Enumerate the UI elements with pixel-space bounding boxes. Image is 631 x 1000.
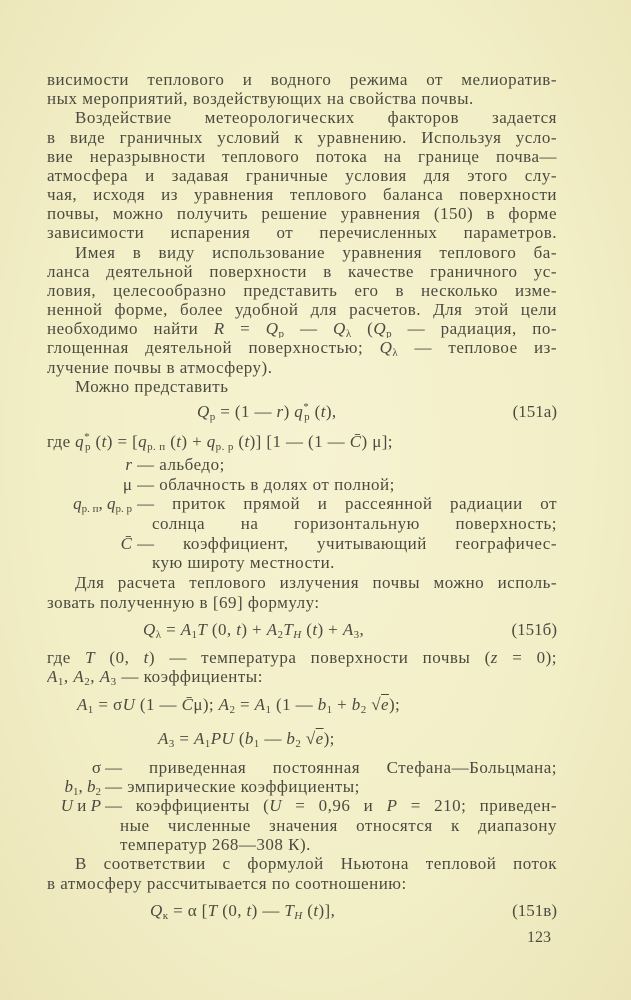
- text-line: ненной форме, более удобной для расчетов. Для этой цели: [47, 300, 557, 319]
- equation-151c: [150, 899, 335, 923]
- math-symbol: PU: [210, 729, 235, 748]
- math-subscript: р: [304, 411, 311, 423]
- equation-a3: [158, 727, 335, 751]
- text-line: висимости теплового и водного режима от мелиоратив-: [47, 70, 557, 89]
- text-run: =: [161, 620, 181, 639]
- math-symbol: b: [87, 777, 96, 796]
- math-symbol: A: [180, 620, 192, 639]
- math-subscript: H: [293, 629, 302, 641]
- text-run: = (1 —: [215, 402, 277, 421]
- text-run: √: [366, 695, 381, 714]
- math-subscript: 2: [360, 704, 367, 716]
- math-symbol: Q: [143, 620, 156, 639]
- math-symbol: A: [158, 729, 169, 748]
- text-run: ) +: [241, 620, 267, 639]
- math-symbol: Q: [197, 402, 210, 421]
- math-subscript: 2: [277, 629, 284, 641]
- text-run: ) μ];: [361, 432, 393, 451]
- math-subscript: р: [84, 441, 91, 453]
- text-line: почвы, можно получить решение уравнения (150) в форме: [47, 204, 557, 223]
- text-run: =: [235, 695, 255, 714]
- text-run: ,: [90, 667, 100, 686]
- math-subscript: 1: [87, 704, 94, 716]
- definition-term: [65, 777, 102, 796]
- math-subscript: 1: [326, 704, 333, 716]
- math-symbol: A: [266, 620, 278, 639]
- text-run: = 210; приведен-: [397, 796, 557, 815]
- text-line-math: [47, 648, 557, 667]
- text-line-math: [47, 319, 557, 338]
- text-run: = σ: [93, 695, 123, 714]
- text-run: ) = [: [106, 432, 139, 451]
- math-symbol: T: [207, 901, 218, 920]
- math-symbol: U: [60, 796, 73, 815]
- math-symbol: z: [490, 648, 498, 667]
- math-symbol: Q: [373, 319, 387, 338]
- math-subscript: р: [386, 328, 393, 338]
- math-subscript: 1: [73, 786, 79, 798]
- math-subscript: р: [278, 328, 285, 338]
- math-symbol: t: [101, 432, 107, 451]
- text-run: где: [47, 432, 76, 451]
- text-run: (: [234, 729, 245, 748]
- math-subscript: λ: [155, 629, 162, 641]
- text-run: );: [323, 729, 335, 748]
- math-symbol: Q: [333, 319, 346, 338]
- math-subscript: р. п: [147, 441, 166, 453]
- math-symbol: t: [244, 432, 250, 451]
- math-symbol: Q: [265, 319, 279, 338]
- math-symbol: U: [122, 695, 136, 714]
- text-line: зависимости испарения от перечисленных параметров.: [47, 223, 557, 242]
- text-run: ): [283, 402, 295, 421]
- math-subscript: 2: [295, 738, 302, 750]
- text-run: =: [174, 729, 194, 748]
- math-symbol: t: [143, 648, 149, 667]
- text-run: ,: [78, 777, 87, 796]
- equation-151a: [197, 400, 337, 424]
- math-symbol: t: [320, 402, 326, 421]
- where-definition: [47, 430, 393, 454]
- text-run: ),: [325, 402, 337, 421]
- text-run: μ);: [193, 695, 219, 714]
- text-line: Имея в виду использование уравнения теплового ба-: [75, 243, 557, 262]
- text-run: (: [301, 620, 313, 639]
- math-symbol: T: [283, 620, 294, 639]
- math-subscript: 3: [168, 738, 175, 750]
- text-run: = 0,96 и: [282, 796, 387, 815]
- math-symbol: C̄: [120, 534, 132, 553]
- math-subscript: к: [162, 910, 169, 922]
- text-run: (: [351, 319, 374, 338]
- math-subscript: 1: [191, 629, 198, 641]
- math-symbol: q: [138, 432, 148, 451]
- text-run: );: [388, 695, 401, 714]
- math-subscript: 1: [253, 738, 260, 750]
- text-line: вие неразрывности теплового потока на границе почва—: [47, 147, 557, 166]
- text-line: чая, исходя из уравнения теплового баланса поверхности: [47, 185, 557, 204]
- math-subscript: 3: [110, 676, 117, 686]
- text-run: +: [332, 695, 352, 714]
- math-symbol: A: [99, 667, 111, 686]
- math-symbol: C̄: [349, 432, 362, 451]
- definition-term: [121, 534, 132, 553]
- math-symbol: q: [294, 402, 304, 421]
- text-run: и: [73, 796, 91, 815]
- text-run: σ: [91, 758, 101, 777]
- math-subscript: 2: [84, 676, 91, 686]
- math-subscript: р: [209, 411, 216, 423]
- text-run: (0,: [217, 901, 247, 920]
- math-symbol: t: [246, 901, 252, 920]
- definition-term: [125, 455, 132, 474]
- definition-text: [105, 796, 557, 815]
- definition-text: — альбедо;: [137, 455, 225, 474]
- definition-term: [92, 758, 101, 777]
- definition-term: [73, 494, 132, 513]
- page-number: 123: [527, 929, 551, 946]
- math-symbol: A: [194, 729, 205, 748]
- math-symbol: P: [386, 796, 398, 815]
- text-run: μ: [122, 475, 132, 494]
- math-symbol: q: [75, 432, 85, 451]
- text-run: (: [302, 901, 314, 920]
- text-run: = 0);: [497, 648, 557, 667]
- math-symbol: r: [125, 455, 132, 474]
- definition-text: — облачность в долях от полной;: [137, 475, 395, 494]
- math-symbol: T: [85, 648, 96, 667]
- text-line: в атмосферу рассчитывается по соотношению:: [47, 874, 407, 893]
- text-line-math: [47, 667, 557, 686]
- math-subscript: 1: [57, 676, 64, 686]
- text-line: ных мероприятий, воздействующих на свойства почвы.: [47, 89, 474, 108]
- text-run: ) — температура поверхности почвы (: [148, 648, 491, 667]
- text-run: ,: [359, 620, 365, 639]
- text-run: где: [47, 648, 86, 667]
- math-symbol: T: [197, 620, 208, 639]
- text-run: необходимо найти: [47, 319, 214, 338]
- equation-number: (151в): [512, 901, 557, 920]
- definition-term: [123, 475, 132, 494]
- text-line: зовать полученную в [69] формулу:: [47, 593, 320, 612]
- equation-151b: [143, 618, 364, 642]
- math-symbol: b: [286, 729, 296, 748]
- math-symbol: r: [276, 402, 284, 421]
- equation-a1-a2: [77, 693, 400, 717]
- text-line: атмосфера и задавая граничные условия для этого слу-: [47, 166, 557, 185]
- definition-text: температур 268—308 К).: [120, 835, 311, 854]
- text-line: В соответствии с формулой Ньютона тепловой поток: [75, 854, 557, 873]
- math-subscript: H: [294, 910, 303, 922]
- math-symbol: b: [244, 729, 254, 748]
- math-symbol: e: [381, 695, 389, 714]
- math-subscript: р. р: [115, 503, 132, 515]
- text-line: ланса деятельной поверхности в качестве граничного ус-: [47, 262, 557, 281]
- math-subscript: р. п: [81, 503, 99, 515]
- definition-text: — приток прямой и рассеянной радиации от: [137, 494, 557, 513]
- text-run: глощенная деятельной поверхностью;: [47, 338, 380, 357]
- definition-text: [105, 758, 557, 777]
- math-symbol: e: [315, 729, 324, 748]
- text-run: — радиация, по-: [392, 319, 557, 338]
- text-run: (: [165, 432, 177, 451]
- text-run: (1 —: [135, 695, 182, 714]
- math-symbol: b: [351, 695, 361, 714]
- math-superscript: *: [303, 401, 310, 413]
- math-subscript: 3: [353, 629, 360, 641]
- math-symbol: q: [107, 494, 116, 513]
- math-subscript: 2: [95, 786, 101, 798]
- definition-term: [61, 796, 101, 815]
- math-symbol: b: [64, 777, 73, 796]
- math-symbol: A: [77, 695, 88, 714]
- math-superscript: *: [84, 431, 90, 443]
- math-symbol: T: [284, 901, 295, 920]
- definition-text: — коэффициент, учитывающий географичес-: [137, 534, 557, 553]
- text-run: ) +: [181, 432, 207, 451]
- definition-text: кую широту местности.: [152, 553, 335, 572]
- text-line: в виде граничных условий к уравнению. Используя усло-: [47, 128, 557, 147]
- text-run: — коэффициенты:: [116, 667, 263, 686]
- text-run: (: [90, 432, 102, 451]
- math-symbol: C̄: [181, 695, 194, 714]
- text-run: ,: [63, 667, 74, 686]
- text-run: (1 —: [271, 695, 318, 714]
- text-run: (0,: [95, 648, 144, 667]
- text-run: )],: [318, 901, 336, 920]
- math-symbol: U: [269, 796, 283, 815]
- math-symbol: Q: [150, 901, 163, 920]
- text-run: — эмпирические коэффициенты;: [105, 777, 360, 796]
- math-subscript: р. р: [215, 441, 234, 453]
- text-run: (: [233, 432, 245, 451]
- math-symbol: P: [90, 796, 101, 815]
- math-subscript: λ: [392, 347, 399, 357]
- math-symbol: t: [236, 620, 242, 639]
- math-symbol: q: [206, 432, 216, 451]
- math-symbol: A: [218, 695, 230, 714]
- math-subscript: 1: [204, 738, 211, 750]
- text-run: (0,: [207, 620, 237, 639]
- math-symbol: A: [73, 667, 85, 686]
- math-subscript: 1: [265, 704, 272, 716]
- equation-number: (151а): [512, 402, 557, 421]
- math-symbol: Q: [379, 338, 393, 357]
- math-subscript: λ: [345, 328, 352, 338]
- math-symbol: t: [312, 620, 318, 639]
- text-run: ) —: [251, 901, 285, 920]
- math-symbol: A: [47, 667, 58, 686]
- text-line: ловия, целесообразно представить его в несколько изме-: [47, 281, 557, 300]
- text-run: —: [259, 729, 287, 748]
- math-symbol: A: [342, 620, 354, 639]
- math-symbol: q: [73, 494, 82, 513]
- text-line: Можно представить: [75, 377, 229, 396]
- text-run: ) +: [317, 620, 343, 639]
- definition-text: [105, 777, 557, 796]
- text-run: — тепловое из-: [398, 338, 557, 357]
- text-run: √: [301, 729, 316, 748]
- text-run: —: [284, 319, 334, 338]
- definition-text: солнца на горизонтальную поверхность;: [152, 514, 557, 533]
- text-run: — приведенная постоянная Стефана—Больцмана;: [105, 758, 557, 777]
- math-symbol: t: [313, 901, 319, 920]
- text-line: Воздействие метеорологических факторов задается: [75, 108, 557, 127]
- math-symbol: b: [317, 695, 327, 714]
- text-line-math: [47, 338, 557, 357]
- equation-number: (151б): [511, 620, 557, 639]
- text-line: Для расчета теплового излучения почвы можно исполь-: [75, 573, 557, 592]
- math-symbol: A: [254, 695, 266, 714]
- math-subscript: 2: [229, 704, 236, 716]
- text-run: =: [224, 319, 266, 338]
- definition-text: ные численные значения относятся к диапазону: [120, 816, 557, 835]
- math-symbol: R: [213, 319, 225, 338]
- text-run: = α [: [168, 901, 208, 920]
- text-run: (: [310, 402, 321, 421]
- text-line: лучение почвы в атмосферу).: [47, 358, 273, 377]
- text-run: ,: [98, 494, 107, 513]
- text-run: — коэффициенты (: [105, 796, 270, 815]
- text-run: )] [1 — (1 —: [249, 432, 350, 451]
- math-symbol: t: [176, 432, 182, 451]
